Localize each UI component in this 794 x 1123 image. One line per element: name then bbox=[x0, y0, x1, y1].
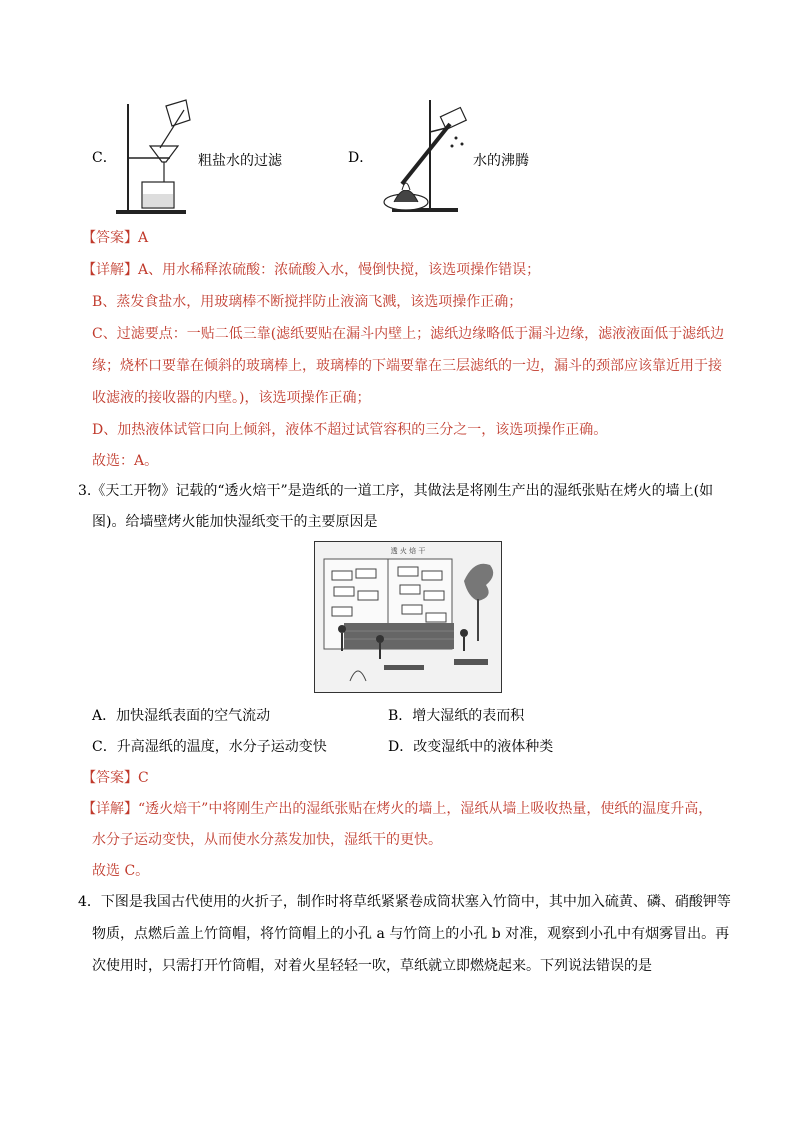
q3-detail-line1 bbox=[82, 799, 712, 819]
answer-value: A bbox=[138, 230, 149, 246]
illustration-title: 透 火 焙 干 bbox=[390, 547, 426, 555]
q3-option-a: A．加快湿纸表面的空气流动 bbox=[92, 708, 271, 724]
q2-detail-d: D、加热液体试管口向上倾斜，液体不超过试管容积的三分之一，该选项操作正确。 bbox=[92, 422, 608, 438]
q4-stem-line1: 4．下图是我国古代使用的火折子，制作时将草纸紧紧卷成筒状塞入竹筒中，其中加入硫黄、磷、硝酸钾等 bbox=[78, 894, 731, 910]
filtration-apparatus-figure bbox=[112, 98, 194, 216]
q3-option-d: D．改变湿纸中的液体种类 bbox=[388, 739, 554, 755]
q2-detail-b: B、蒸发食盐水，用玻璃棒不断搅拌防止液滴飞溅，该选项操作正确； bbox=[92, 294, 523, 310]
heating-test-tube-figure bbox=[372, 98, 472, 216]
q2-detail-c2: 缘；烧杯口要靠在倾斜的玻璃棒上，玻璃棒的下端要靠在三层滤纸的一边，漏斗的颈部应该靠近用于接 bbox=[92, 358, 722, 374]
option-c-letter: C． bbox=[92, 150, 117, 166]
detail-label: 【详解】 bbox=[82, 262, 138, 278]
option-d-caption: 水的沸腾 bbox=[473, 153, 529, 169]
detail-label: 【详解】 bbox=[82, 801, 138, 817]
q4-stem-line2: 物质，点燃后盖上竹筒帽，将竹筒帽上的小孔 a 与竹筒上的小孔 b 对准，观察到小孔中有烟雾冒出。再 bbox=[92, 926, 730, 942]
q2-answer bbox=[82, 228, 148, 248]
q2-detail-c3: 收滤液的接收器的内壁。)，该选项操作正确； bbox=[92, 390, 371, 406]
answer-label: 【答案】 bbox=[82, 230, 138, 246]
q3-conclusion: 故选 C。 bbox=[92, 863, 150, 879]
answer-value: C bbox=[138, 770, 149, 786]
q2-conclusion: 故选：A。 bbox=[92, 453, 159, 469]
q3-answer bbox=[82, 768, 149, 788]
q3-option-c: C．升高湿纸的温度，水分子运动变快 bbox=[92, 739, 327, 755]
q2-detail-a bbox=[82, 260, 540, 280]
q3-option-b: B．增大湿纸的表而积 bbox=[388, 708, 525, 724]
detail-text: A、用水稀释浓硫酸：浓硫酸入水，慢倒快搅，该选项操作错误； bbox=[138, 262, 541, 278]
q3-detail-line2: 水分子运动变快，从而使水分蒸发加快，湿纸干的更快。 bbox=[92, 832, 442, 848]
q3-stem-line1: 3.《天工开物》记载的“透火焙干”是造纸的一道工序，其做法是将刚生产出的湿纸张贴在烤火的墙上(如 bbox=[78, 483, 714, 499]
option-c-caption: 粗盐水的过滤 bbox=[198, 153, 282, 169]
option-d-letter: D． bbox=[348, 150, 374, 166]
q3-stem-line2: 图)。给墙壁烤火能加快湿纸变干的主要原因是 bbox=[92, 514, 378, 530]
answer-label: 【答案】 bbox=[82, 770, 138, 786]
detail-text: “透火焙干”中将刚生产出的湿纸张贴在烤火的墙上，湿纸从墙上吸收热量，使纸的温度升高， bbox=[138, 801, 713, 817]
q2-detail-c1: C、过滤要点：一贴二低三靠(滤纸要贴在漏斗内壁上；滤纸边缘略低于漏斗边缘，滤液液面低于滤纸边 bbox=[92, 326, 725, 342]
q4-stem-line3: 次使用时，只需打开竹筒帽，对着火星轻轻一吹，草纸就立即燃烧起来。下列说法错误的是 bbox=[92, 958, 652, 974]
paper-drying-illustration bbox=[314, 541, 502, 693]
